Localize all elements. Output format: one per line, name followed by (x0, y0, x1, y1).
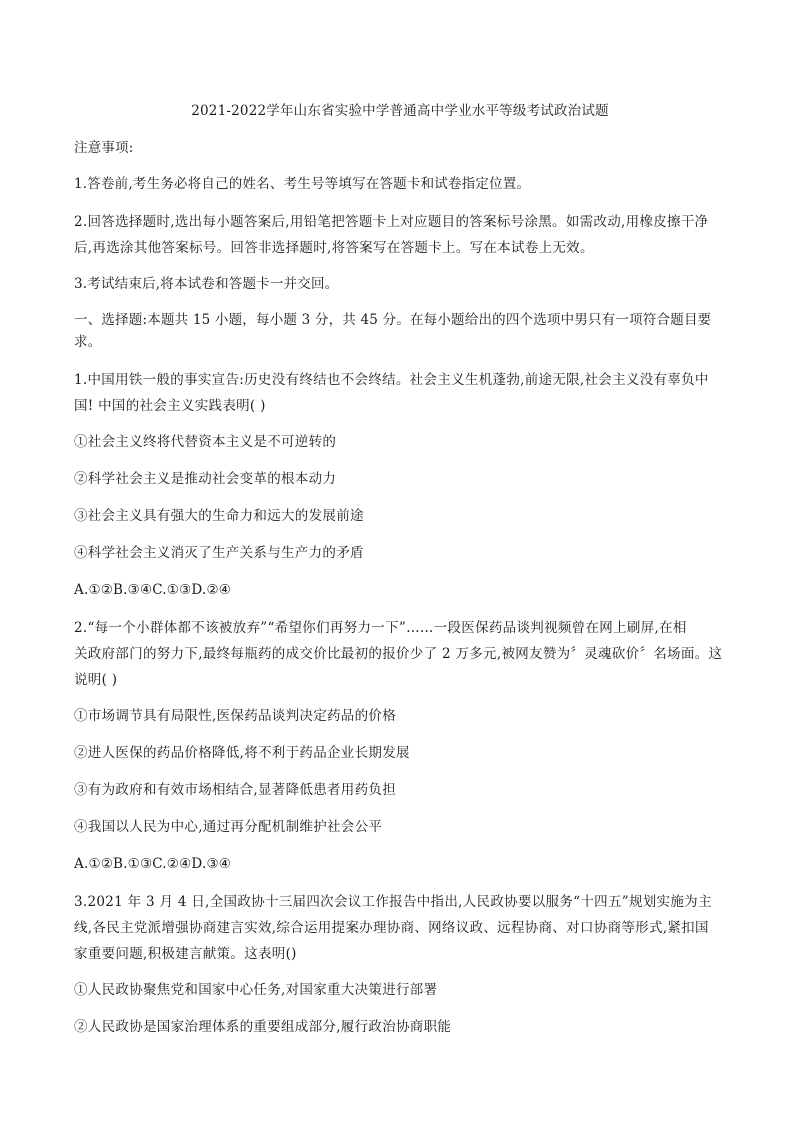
question-3-stem-line-1: 3.2021 年 3 月 4 日,全国政协十三届四次会议工作报告中指出,人民政协要以服务“十四五”规划实施为主 (74, 894, 712, 910)
question-2-stem-line-1: 2.“每一个小群体都不该被放弃”“希望你们再努力一下”……一段医保药品谈判视频曾在网上刷屏,在相 (74, 620, 687, 636)
question-3-stem-line-3: 家重要问题,积极建言献策。这表明() (74, 946, 297, 962)
question-1-option-1: ①社会主义终将代替资本主义是不可逆转的 (74, 434, 337, 450)
question-3-option-2: ②人民政协是国家治理体系的重要组成部分,履行政治协商职能 (74, 1019, 452, 1035)
question-1-stem-line-1: 1.中国用铁一般的事实宣告:历史没有终结也不会终结。社会主义生机蓬勃,前途无限,社会主义没有辜负中 (74, 372, 709, 388)
notice-3: 3.考试结束后,将本试卷和答题卡一并交回。 (74, 276, 339, 292)
question-1-option-4: ④科学社会主义消灭了生产关系与生产力的矛盾 (74, 545, 364, 561)
question-1-choices: A.①②B.③④C.①③D.②④ (74, 582, 232, 598)
question-1-stem-line-2: 国! 中国的社会主义实践表明( ) (74, 398, 266, 414)
question-1-option-2: ②科学社会主义是推动社会变革的根本动力 (74, 471, 337, 487)
question-3-option-1: ①人民政协聚焦党和国家中心任务,对国家重大决策进行部署 (74, 982, 438, 998)
notice-1: 1.答卷前,考生务必将自己的姓名、考生号等填写在答题卡和试卷指定位置。 (74, 176, 531, 192)
question-2-option-2: ②进人医保的药品价格降低,将不利于药品企业长期发展 (74, 745, 410, 761)
question-1-option-3: ③社会主义具有强大的生命力和远大的发展前途 (74, 508, 364, 524)
notice-2-line-2: 后,再选涂其他答案标号。回答非选择题时,将答案写在答题卡上。写在本试卷上无效。 (74, 240, 594, 256)
question-2-option-3: ③有为政府和有效市场相结合,显著降低患者用药负担 (74, 782, 396, 798)
exam-title: 2021-2022学年山东省实验中学普通高中学业水平等级考试政治试题 (191, 103, 609, 119)
question-1-stem (74, 367, 726, 419)
question-2-option-4: ④我国以人民为中心,通过再分配机制维护社会公平 (74, 819, 383, 835)
question-2-stem-line-3: 说明( ) (74, 672, 118, 688)
notice-heading: 注意事项: (74, 140, 134, 156)
section-heading: 一、选择题:本题共 15 小题，每小题 3 分，共 45 分。在每小题给出的四个选项中男只有一项符合题目要求。 (74, 312, 712, 350)
notice-2 (74, 209, 726, 261)
question-2-stem-line-2: 关政府部门的努力下,最终每瓶药的成交价比最初的报价少了 2 万多元,被网友赞为〞灵魂砍价〞名场面。这 (74, 646, 723, 662)
question-2-option-1: ①市场调节具有局限性,医保药品谈判决定药品的价格 (74, 708, 396, 724)
question-2-stem (74, 615, 726, 693)
notice-2-line-1: 2.回答选择题时,选出每小题答案后,用铅笔把答题卡上对应题目的答案标号涂黑。如需改动,用橡皮擦干净 (74, 214, 709, 230)
question-2-choices: A.①②B.①③C.②④D.③④ (74, 856, 232, 872)
question-3-stem-line-2: 线,各民主党派增强协商建言实效,综合运用提案办理协商、网络议政、远程协商、对口协商等形式,紧扣国 (74, 920, 709, 936)
question-3-stem (74, 889, 726, 967)
